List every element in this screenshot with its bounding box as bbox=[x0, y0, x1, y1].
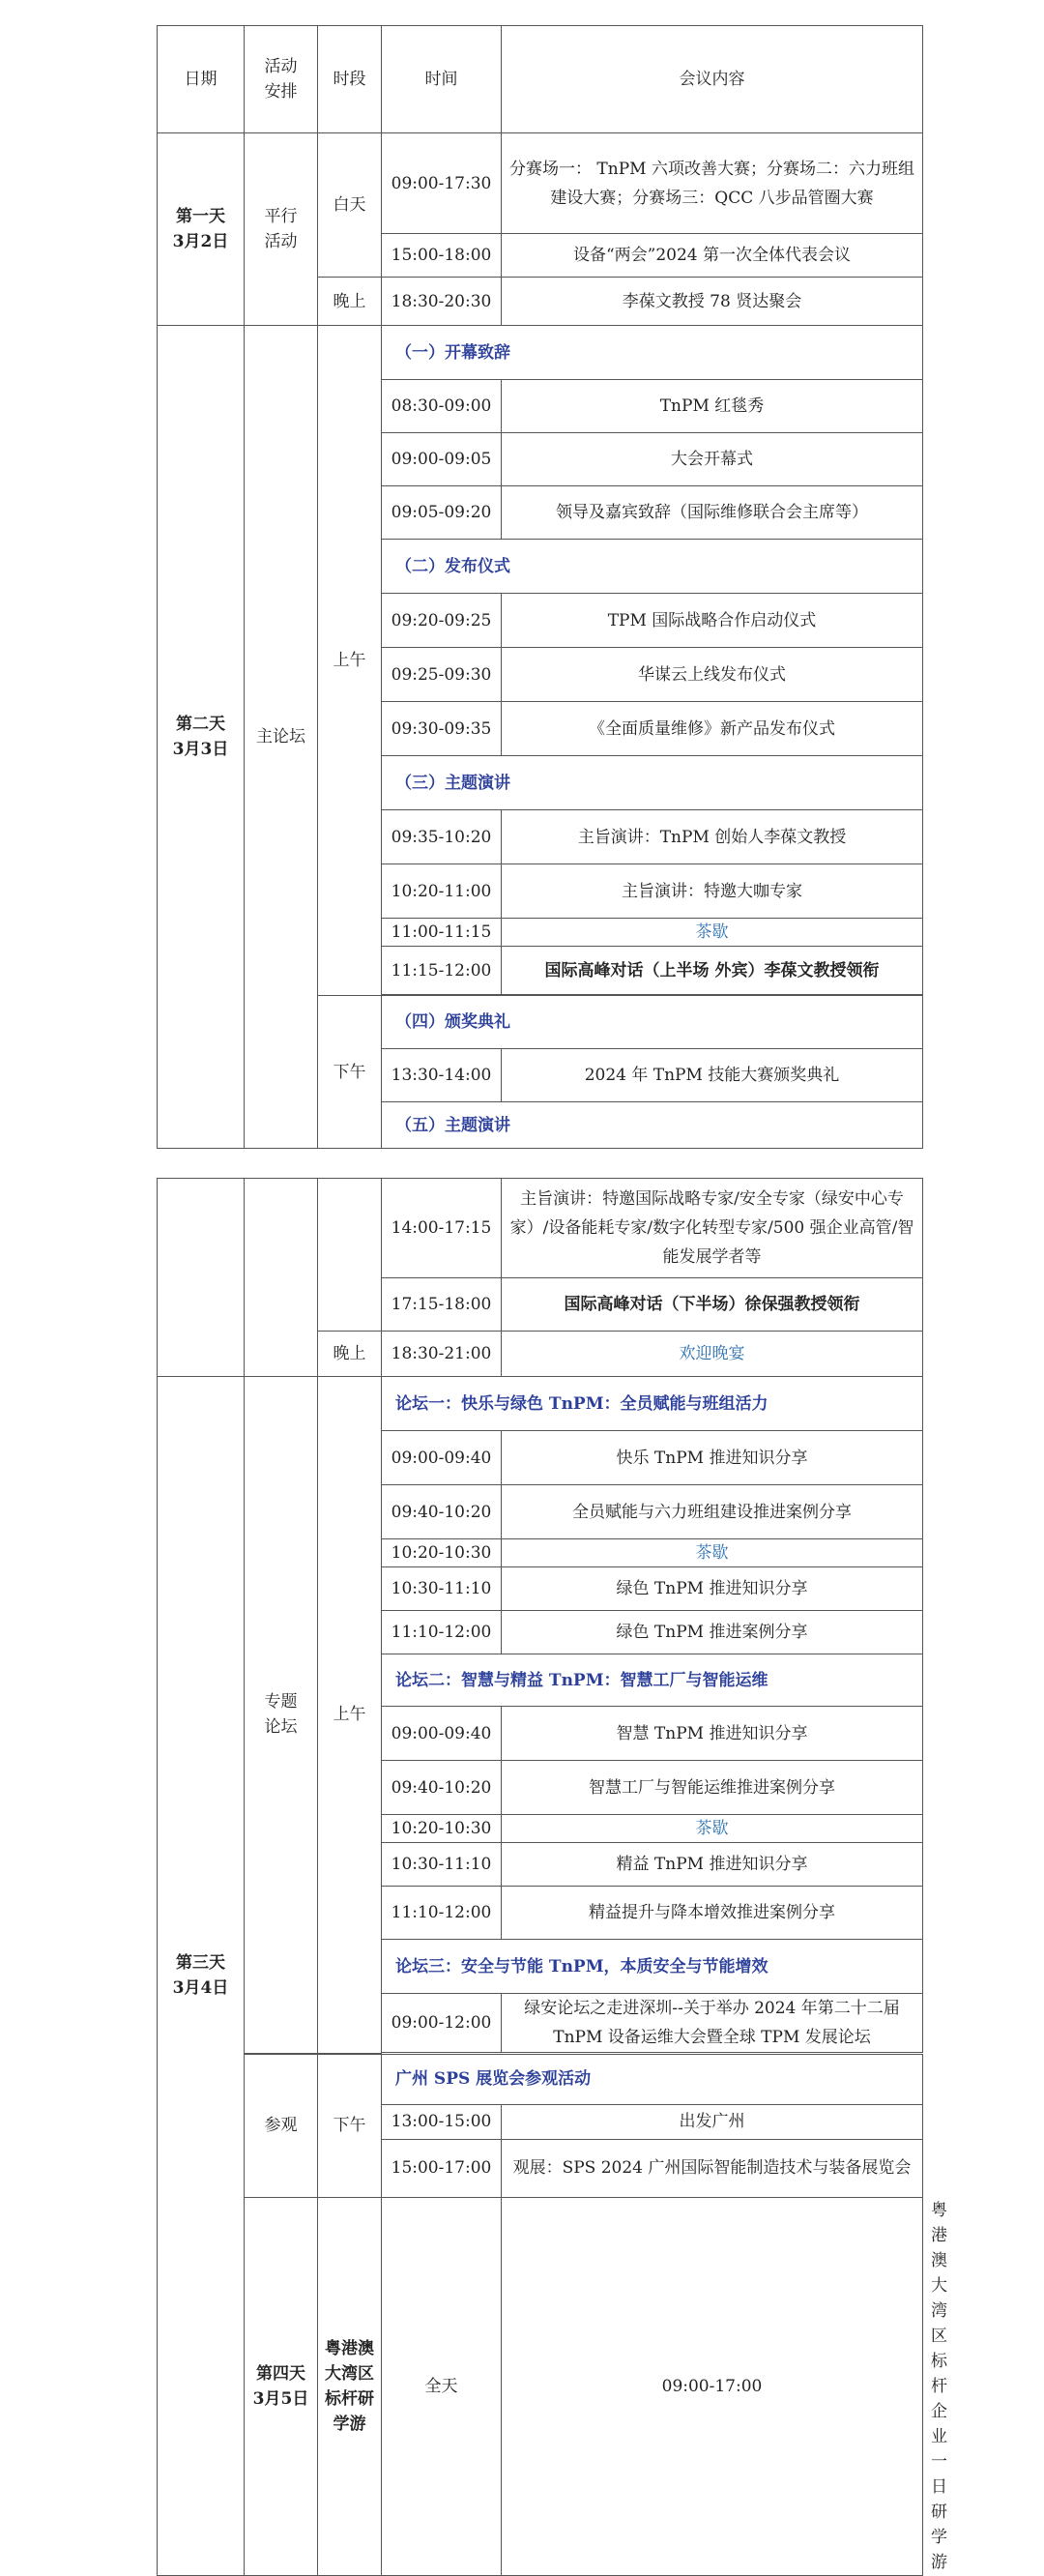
day3-date: 第三天 3月4日 bbox=[158, 1377, 245, 2576]
time-cell: 09:00-17:00 bbox=[502, 2197, 923, 2575]
time-cell: 11:10-12:00 bbox=[382, 1887, 502, 1940]
time-cell: 18:30-20:30 bbox=[382, 278, 502, 326]
day3-slot-am: 上午 bbox=[318, 1377, 382, 2054]
spacer bbox=[382, 2053, 923, 2054]
section-keynote: （三）主题演讲 bbox=[382, 756, 923, 810]
section-row bbox=[158, 1377, 923, 1431]
visit-title: 广州 SPS 展览会参观活动 bbox=[382, 2054, 923, 2104]
time-cell: 09:00-17:30 bbox=[382, 133, 502, 234]
time-cell: 10:20-10:30 bbox=[382, 1815, 502, 1843]
time-cell: 09:25-09:30 bbox=[382, 648, 502, 702]
tea-break: 茶歇 bbox=[502, 919, 923, 947]
content-cell: 绿安论坛之走进深圳--关于举办 2024 年第二十二届 TnPM 设备运维大会暨全球 TPM 发展论坛 bbox=[502, 1994, 923, 2053]
forum-2-title: 论坛二：智慧与精益 TnPM：智慧工厂与智能运维 bbox=[382, 1654, 923, 1707]
content-cell: 设备“两会”2024 第一次全体代表会议 bbox=[502, 234, 923, 278]
time-cell: 11:00-11:15 bbox=[382, 919, 502, 947]
day2-slot-am: 上午 bbox=[318, 326, 382, 996]
day3-slot-pm: 下午 bbox=[318, 2054, 382, 2197]
day4-slot: 全天 bbox=[382, 2197, 502, 2575]
time-cell: 09:40-10:20 bbox=[382, 1485, 502, 1539]
content-cell: 领导及嘉宾致辞（国际维修联合会主席等） bbox=[502, 486, 923, 540]
time-cell: 09:05-09:20 bbox=[382, 486, 502, 540]
header-content: 会议内容 bbox=[502, 26, 923, 133]
time-cell: 14:00-17:15 bbox=[382, 1179, 502, 1278]
section-row bbox=[158, 2054, 923, 2104]
content-cell: 《全面质量维修》新产品发布仪式 bbox=[502, 702, 923, 756]
section-row bbox=[158, 326, 923, 380]
day1-slot-night: 晚上 bbox=[318, 278, 382, 326]
content-cell: TPM 国际战略合作启动仪式 bbox=[502, 594, 923, 648]
content-cell: 绿色 TnPM 推进知识分享 bbox=[502, 1567, 923, 1611]
content-cell: 主旨演讲：特邀大咖专家 bbox=[502, 864, 923, 919]
forum-1-title: 论坛一：快乐与绿色 TnPM：全员赋能与班组活力 bbox=[382, 1377, 923, 1431]
content-cell: 2024 年 TnPM 技能大赛颁奖典礼 bbox=[502, 1049, 923, 1102]
content-cell: 观展：SPS 2024 广州国际智能制造技术与装备展览会 bbox=[502, 2139, 923, 2197]
table-row bbox=[158, 133, 923, 234]
time-cell: 15:00-17:00 bbox=[382, 2139, 502, 2197]
slot-night: 晚上 bbox=[318, 1332, 382, 1377]
content-cell: 精益 TnPM 推进知识分享 bbox=[502, 1843, 923, 1887]
content-cell: 出发广州 bbox=[502, 2104, 923, 2139]
day4-date: 第四天 3月5日 bbox=[245, 2197, 318, 2575]
section-awards: （四）颁奖典礼 bbox=[382, 996, 923, 1049]
content-cell: 国际高峰对话（下半场）徐保强教授领衔 bbox=[502, 1278, 923, 1332]
time-cell: 09:00-09:40 bbox=[382, 1431, 502, 1485]
time-cell: 09:00-09:05 bbox=[382, 433, 502, 486]
content-cell: 分赛场一： TnPM 六项改善大赛；分赛场二：六力班组建设大赛；分赛场三：QCC 八步品管圈大赛 bbox=[502, 133, 923, 234]
content-cell: 主旨演讲：特邀国际战略专家/安全专家（绿安中心专家）/设备能耗专家/数字化转型专家/500 强企业高管/智能发展学者等 bbox=[502, 1179, 923, 1278]
content-cell: 智慧工厂与智能运维推进案例分享 bbox=[502, 1761, 923, 1815]
time-cell: 11:15-12:00 bbox=[382, 947, 502, 995]
header-date: 日期 bbox=[158, 26, 245, 133]
cont-slot-blank bbox=[318, 1179, 382, 1332]
content-cell: 全员赋能与六力班组建设推进案例分享 bbox=[502, 1485, 923, 1539]
tea-break: 茶歇 bbox=[502, 1539, 923, 1567]
content-cell: 主旨演讲：TnPM 创始人李葆文教授 bbox=[502, 810, 923, 864]
day4-activity: 粤港澳 大湾区 标杆研 学游 bbox=[318, 2197, 382, 2575]
content-cell: 大会开幕式 bbox=[502, 433, 923, 486]
section-keynote-2: （五）主题演讲 bbox=[382, 1102, 923, 1149]
content-cell: 华谋云上线发布仪式 bbox=[502, 648, 923, 702]
day2-slot-pm: 下午 bbox=[318, 996, 382, 1149]
header-time: 时间 bbox=[382, 26, 502, 133]
agenda-table-part2 bbox=[157, 1178, 947, 2576]
time-cell: 09:35-10:20 bbox=[382, 810, 502, 864]
day3-activity: 专题 论坛 bbox=[245, 1377, 318, 2054]
forum-3-title: 论坛三：安全与节能 TnPM，本质安全与节能增效 bbox=[382, 1940, 923, 1994]
header-activity: 活动 安排 bbox=[245, 26, 318, 133]
day2-date: 第二天 3月3日 bbox=[158, 326, 245, 1149]
cont-activity-blank bbox=[245, 1179, 318, 1377]
time-cell: 09:00-09:40 bbox=[382, 1707, 502, 1761]
time-cell: 10:20-11:00 bbox=[382, 864, 502, 919]
table-row bbox=[158, 1179, 923, 1278]
welcome-dinner: 欢迎晚宴 bbox=[502, 1332, 923, 1377]
time-cell: 10:20-10:30 bbox=[382, 1539, 502, 1567]
content-cell: 国际高峰对话（上半场 外宾）李葆文教授领衔 bbox=[502, 947, 923, 995]
content-cell: 绿色 TnPM 推进案例分享 bbox=[502, 1611, 923, 1654]
section-launch: （二）发布仪式 bbox=[382, 540, 923, 594]
day3-activity-visit: 参观 bbox=[245, 2054, 318, 2197]
day2-activity: 主论坛 bbox=[245, 326, 318, 1149]
header-slot: 时段 bbox=[318, 26, 382, 133]
time-cell: 13:00-15:00 bbox=[382, 2104, 502, 2139]
content-cell: TnPM 红毯秀 bbox=[502, 380, 923, 433]
time-cell: 09:30-09:35 bbox=[382, 702, 502, 756]
time-cell: 13:30-14:00 bbox=[382, 1049, 502, 1102]
day1-slot-day: 白天 bbox=[318, 133, 382, 278]
agenda-table-part1 bbox=[157, 25, 923, 1149]
time-cell: 09:00-12:00 bbox=[382, 1994, 502, 2053]
time-cell: 09:40-10:20 bbox=[382, 1761, 502, 1815]
content-cell: 李葆文教授 78 贤达聚会 bbox=[502, 278, 923, 326]
content-cell: 快乐 TnPM 推进知识分享 bbox=[502, 1431, 923, 1485]
content-cell: 精益提升与降本增效推进案例分享 bbox=[502, 1887, 923, 1940]
cont-date-blank bbox=[158, 1179, 245, 1377]
time-cell: 17:15-18:00 bbox=[382, 1278, 502, 1332]
tea-break: 茶歇 bbox=[502, 1815, 923, 1843]
time-cell: 10:30-11:10 bbox=[382, 1567, 502, 1611]
table-row: 第四天 3月5日 粤港澳 大湾区 标杆研 学游 全天 09:00-17:00 粤港澳大湾区 标杆企业一日研学游 bbox=[158, 2197, 923, 2575]
section-opening: （一）开幕致辞 bbox=[382, 326, 923, 380]
time-cell: 10:30-11:10 bbox=[382, 1843, 502, 1887]
time-cell: 08:30-09:00 bbox=[382, 380, 502, 433]
content-cell: 智慧 TnPM 推进知识分享 bbox=[502, 1707, 923, 1761]
day1-date: 第一天 3月2日 bbox=[158, 133, 245, 326]
time-cell: 15:00-18:00 bbox=[382, 234, 502, 278]
time-cell: 18:30-21:00 bbox=[382, 1332, 502, 1377]
table-header-row bbox=[158, 26, 923, 133]
time-cell: 09:20-09:25 bbox=[382, 594, 502, 648]
time-cell: 11:10-12:00 bbox=[382, 1611, 502, 1654]
day1-activity: 平行 活动 bbox=[245, 133, 318, 326]
